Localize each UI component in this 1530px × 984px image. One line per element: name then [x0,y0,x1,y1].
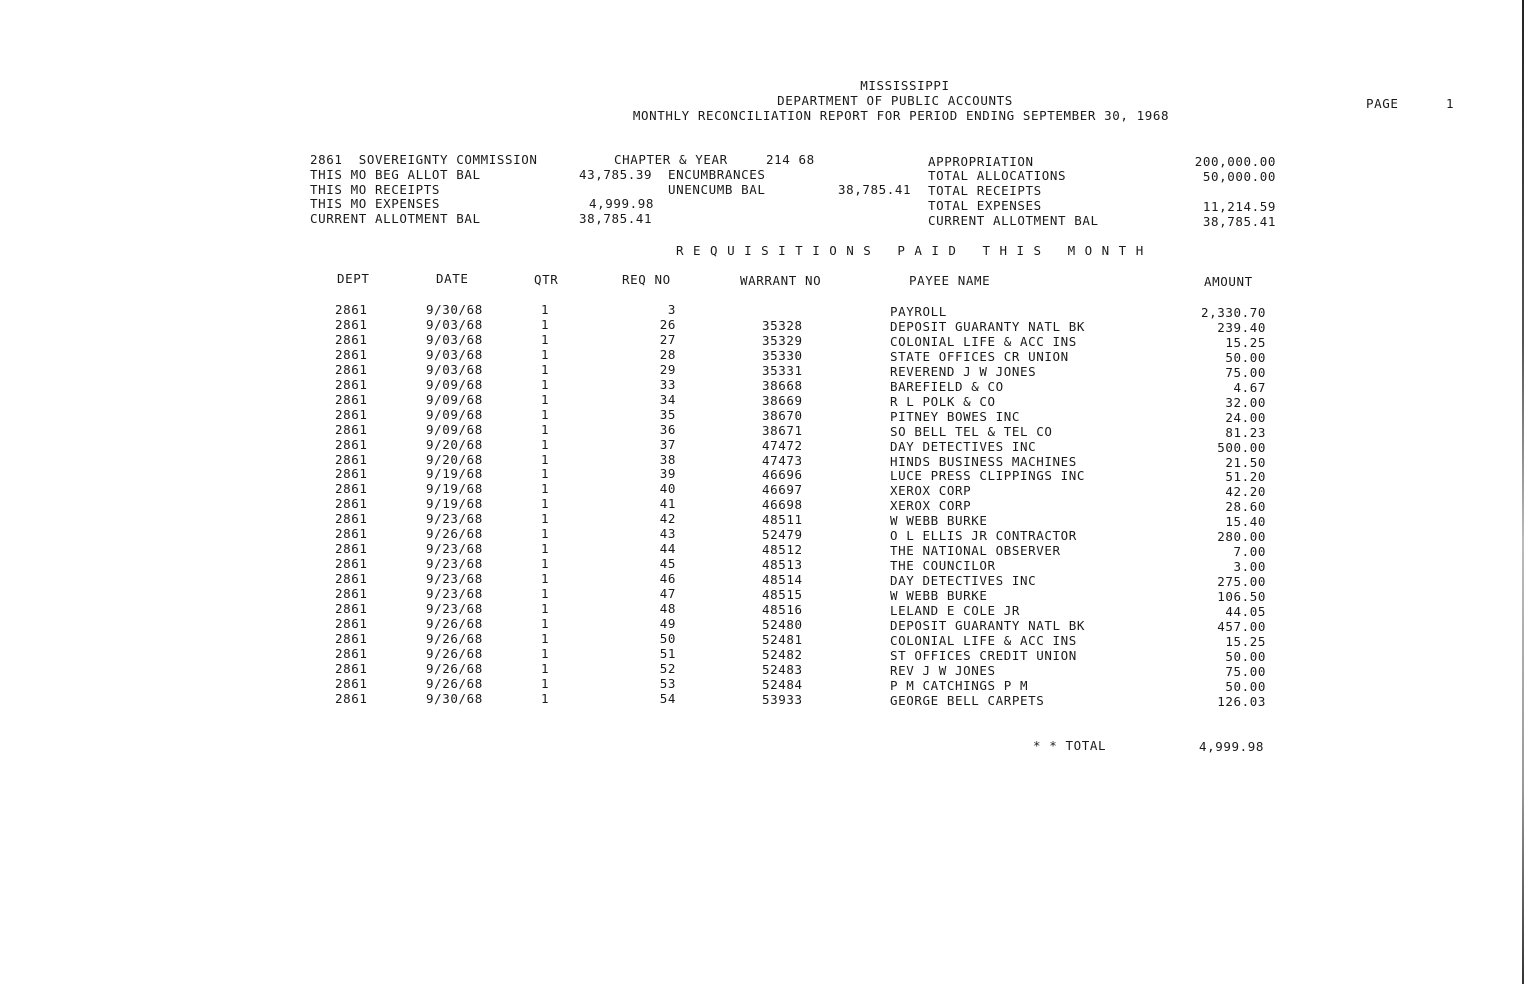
cell-payee: R L POLK & CO [890,393,996,409]
cell-amount: 7.00 [1233,544,1266,560]
cell-req-no: 54 [659,690,676,706]
table-row [0,660,1530,679]
total-value: 4,999.98 [1198,739,1264,754]
cell-amount: 275.00 [1217,574,1266,590]
total-expenses-value: 11,214.59 [1202,199,1276,214]
table-row [0,316,1530,335]
cell-payee: O L ELLIS JR CONTRACTOR [890,528,1077,544]
table-row [0,615,1530,634]
cell-req-no: 42 [659,511,676,527]
chapter-year-label: CHAPTER & YEAR [614,152,728,167]
cell-req-no: 51 [659,645,676,661]
cell-qtr: 1 [541,421,550,437]
cell-date: 9/23/68 [426,511,483,527]
cell-amount: 75.00 [1225,364,1266,380]
cell-date: 9/19/68 [426,496,483,512]
cell-warrant-no: 38668 [762,377,803,393]
cell-payee: BAREFIELD & CO [890,378,1004,394]
table-row [0,361,1530,380]
total-label: * * TOTAL [1033,738,1107,753]
table-row [0,481,1530,500]
cell-qtr: 1 [541,466,550,482]
cell-qtr: 1 [541,511,550,527]
cell-payee: W WEBB BURKE [890,513,988,529]
cell-qtr: 1 [541,376,550,392]
cell-date: 9/26/68 [426,526,483,542]
cell-date: 9/20/68 [426,451,483,467]
table-row [0,376,1530,395]
cell-qtr: 1 [541,630,550,646]
current-allot-value: 38,785.41 [579,211,653,226]
cell-dept: 2861 [335,302,368,317]
cell-warrant-no: 46698 [762,497,803,513]
cell-payee: LUCE PRESS CLIPPINGS INC [890,468,1086,484]
beg-allot-value: 43,785.39 [579,167,653,182]
right-current-allot-value: 38,785.41 [1202,214,1276,229]
cell-amount: 4.67 [1233,379,1266,395]
col-header-dept: DEPT [337,271,370,286]
cell-qtr: 1 [541,361,550,377]
cell-dept: 2861 [335,630,368,646]
cell-dept: 2861 [335,421,368,437]
receipts-label: THIS MO RECEIPTS [310,182,441,197]
cell-qtr: 1 [541,346,550,362]
cell-date: 9/03/68 [426,331,483,347]
cell-dept: 2861 [335,496,368,512]
table-row [0,511,1530,530]
col-header-qtr: QTR [534,272,559,287]
cell-dept: 2861 [335,451,368,467]
report-state: MISSISSIPPI [860,78,950,93]
cell-warrant-no: 52481 [762,631,803,647]
cell-warrant-no: 38670 [762,407,803,423]
cell-qtr: 1 [541,526,550,542]
cell-req-no: 46 [659,571,676,587]
cell-date: 9/09/68 [426,421,483,437]
total-allocations-value: 50,000.00 [1202,169,1276,184]
cell-amount: 15.25 [1225,633,1266,649]
cell-payee: P M CATCHINGS P M [890,677,1029,693]
cell-date: 9/30/68 [426,690,483,706]
cell-req-no: 48 [659,601,676,616]
cell-warrant-no: 47473 [762,452,803,468]
cell-req-no: 35 [659,406,676,422]
cell-amount: 51.20 [1225,469,1266,485]
cell-req-no: 41 [659,496,676,512]
expenses-label: THIS MO EXPENSES [310,196,441,211]
table-row [0,630,1530,649]
cell-req-no: 27 [659,331,676,347]
table-row [0,436,1530,455]
cell-req-no: 3 [667,302,676,317]
cell-dept: 2861 [335,556,368,572]
cell-req-no: 44 [659,541,676,557]
cell-date: 9/26/68 [426,630,483,646]
cell-req-no: 38 [659,451,676,467]
cell-payee: GEORGE BELL CARPETS [890,692,1045,708]
cell-warrant-no: 35328 [762,317,803,333]
appropriation-label: APPROPRIATION [928,154,1034,169]
report-department: DEPARTMENT OF PUBLIC ACCOUNTS [777,93,1013,108]
expenses-value: 4,999.98 [589,196,655,211]
cell-dept: 2861 [335,466,368,482]
cell-qtr: 1 [541,586,550,602]
cell-dept: 2861 [335,511,368,527]
cell-dept: 2861 [335,601,368,616]
table-row [0,496,1530,515]
cell-qtr: 1 [541,615,550,631]
cell-payee: DEPOSIT GUARANTY NATL BK [890,617,1086,633]
cell-qtr: 1 [541,496,550,512]
cell-req-no: 50 [659,630,676,646]
cell-dept: 2861 [335,391,368,407]
table-row [0,346,1530,365]
cell-amount: 50.00 [1225,648,1266,664]
cell-warrant-no: 46697 [762,482,803,498]
cell-date: 9/03/68 [426,346,483,362]
cell-req-no: 36 [659,421,676,437]
cell-payee: XEROX CORP [890,498,972,514]
cell-date: 9/26/68 [426,675,483,691]
table-row [0,601,1530,619]
encumbrances-label: ENCUMBRANCES [668,167,766,182]
cell-qtr: 1 [541,316,550,332]
cell-qtr: 1 [541,436,550,452]
section-title: REQUISITIONS PAID THIS MONTH [676,243,1153,258]
cell-dept: 2861 [335,361,368,377]
cell-payee: ST OFFICES CREDIT UNION [890,647,1077,663]
cell-date: 9/26/68 [426,615,483,631]
cell-amount: 21.50 [1225,454,1266,470]
cell-payee: W WEBB BURKE [890,588,988,604]
chapter-year-value: 214 68 [766,152,815,167]
unencumb-value: 38,785.41 [838,182,912,197]
cell-amount: 126.03 [1217,693,1266,709]
cell-date: 9/19/68 [426,481,483,497]
total-receipts-label: TOTAL RECEIPTS [928,183,1042,198]
cell-qtr: 1 [541,645,550,661]
cell-amount: 28.60 [1225,499,1266,515]
cell-warrant-no: 52484 [762,676,803,692]
cell-amount: 50.00 [1225,349,1266,365]
cell-payee: PAYROLL [890,304,947,319]
cell-qtr: 1 [541,406,550,422]
cell-dept: 2861 [335,436,368,452]
page-number: 1 [1446,96,1455,111]
cell-payee: THE COUNCILOR [890,558,996,574]
col-header-amount: AMOUNT [1204,274,1253,289]
total-allocations-label: TOTAL ALLOCATIONS [928,168,1067,183]
cell-warrant-no: 52483 [762,661,803,677]
cell-date: 9/03/68 [426,361,483,377]
cell-qtr: 1 [541,331,550,347]
cell-req-no: 49 [659,615,676,631]
cell-payee: REV J W JONES [890,662,996,678]
cell-amount: 280.00 [1217,529,1266,545]
cell-warrant-no: 52480 [762,616,803,632]
cell-req-no: 53 [659,675,676,691]
right-current-allot-label: CURRENT ALLOTMENT BAL [928,213,1099,228]
cell-amount: 500.00 [1217,439,1266,455]
agency-name: 2861 SOVEREIGNTY COMMISSION [310,152,538,167]
cell-date: 9/03/68 [426,316,483,332]
cell-date: 9/30/68 [426,302,483,317]
col-header-warrant-no: WARRANT NO [740,273,822,288]
cell-date: 9/23/68 [426,586,483,602]
page-label: PAGE [1366,96,1399,111]
table-row [0,541,1530,560]
cell-qtr: 1 [541,675,550,691]
cell-date: 9/23/68 [426,556,483,572]
cell-date: 9/26/68 [426,645,483,661]
cell-dept: 2861 [335,690,368,706]
cell-dept: 2861 [335,316,368,332]
cell-warrant-no: 48514 [762,572,803,588]
cell-payee: DEPOSIT GUARANTY NATL BK [890,318,1086,334]
cell-req-no: 39 [659,466,676,482]
table-row [0,556,1530,575]
cell-warrant-no: 48513 [762,557,803,573]
cell-date: 9/09/68 [426,391,483,407]
table-row [0,451,1530,470]
cell-amount: 106.50 [1217,589,1266,605]
cell-payee: HINDS BUSINESS MACHINES [890,453,1077,469]
total-expenses-label: TOTAL EXPENSES [928,198,1042,213]
table-row [0,690,1530,709]
cell-warrant-no: 52482 [762,646,803,662]
cell-amount: 81.23 [1225,424,1266,440]
cell-qtr: 1 [541,601,550,616]
cell-payee: COLONIAL LIFE & ACC INS [890,632,1077,648]
cell-dept: 2861 [335,331,368,347]
cell-amount: 75.00 [1225,663,1266,679]
cell-amount: 3.00 [1233,559,1266,575]
cell-dept: 2861 [335,586,368,602]
cell-payee: SO BELL TEL & TEL CO [890,423,1053,439]
cell-dept: 2861 [335,346,368,362]
cell-warrant-no: 48511 [762,512,803,528]
cell-warrant-no: 38671 [762,422,803,438]
cell-req-no: 43 [659,526,676,542]
cell-payee: PITNEY BOWES INC [890,408,1021,424]
appropriation-value: 200,000.00 [1194,154,1276,169]
cell-req-no: 52 [659,660,676,676]
cell-amount: 239.40 [1217,319,1266,335]
table-row [0,466,1530,485]
cell-warrant-no: 53933 [762,691,803,707]
cell-amount: 50.00 [1225,678,1266,694]
cell-req-no: 28 [659,346,676,362]
beg-allot-label: THIS MO BEG ALLOT BAL [310,167,481,182]
cell-warrant-no: 48515 [762,587,803,603]
cell-payee: THE NATIONAL OBSERVER [890,543,1061,559]
cell-date: 9/19/68 [426,466,483,482]
cell-date: 9/20/68 [426,436,483,452]
table-row [0,586,1530,605]
cell-warrant-no: 46696 [762,467,803,483]
cell-dept: 2861 [335,645,368,661]
cell-qtr: 1 [541,690,550,706]
cell-qtr: 1 [541,451,550,467]
cell-payee: XEROX CORP [890,483,972,499]
cell-qtr: 1 [541,541,550,557]
cell-req-no: 33 [659,376,676,392]
cell-amount: 15.25 [1225,334,1266,350]
cell-req-no: 26 [659,316,676,332]
cell-date: 9/09/68 [426,406,483,422]
col-header-req-no: REQ NO [622,272,671,287]
cell-date: 9/26/68 [426,660,483,676]
cell-warrant-no: 52479 [762,527,803,543]
cell-req-no: 37 [659,436,676,452]
cell-req-no: 40 [659,481,676,497]
cell-dept: 2861 [335,481,368,497]
report-title: MONTHLY RECONCILIATION REPORT FOR PERIOD ENDING SEPTEMBER 30, 1968 [632,108,1170,123]
current-allot-label: CURRENT ALLOTMENT BAL [310,211,481,226]
cell-req-no: 34 [659,391,676,407]
cell-amount: 32.00 [1225,394,1266,410]
cell-payee: STATE OFFICES CR UNION [890,348,1069,364]
cell-amount: 42.20 [1225,484,1266,500]
table-row [0,421,1530,440]
cell-payee: REVEREND J W JONES [890,363,1037,379]
cell-qtr: 1 [541,660,550,676]
cell-dept: 2861 [335,406,368,422]
table-row [0,391,1530,410]
unencumb-label: UNENCUMB BAL [668,182,766,197]
cell-warrant-no: 35329 [762,332,803,348]
table-row [0,645,1530,664]
col-header-payee-name: PAYEE NAME [909,273,991,288]
table-row [0,571,1530,590]
cell-date: 9/23/68 [426,601,483,616]
cell-warrant-no: 38669 [762,392,803,408]
col-header-date: DATE [436,271,469,286]
cell-payee: LELAND E COLE JR [890,603,1021,618]
table-row [0,331,1530,350]
cell-qtr: 1 [541,391,550,407]
cell-date: 9/23/68 [426,541,483,557]
cell-qtr: 1 [541,302,550,317]
cell-date: 9/23/68 [426,571,483,587]
cell-req-no: 29 [659,361,676,377]
cell-amount: 15.40 [1225,514,1266,530]
cell-amount: 44.05 [1225,604,1266,619]
cell-warrant-no: 48516 [762,602,803,617]
cell-dept: 2861 [335,660,368,676]
cell-qtr: 1 [541,556,550,572]
table-row [0,406,1530,425]
cell-warrant-no: 35331 [762,362,803,378]
cell-amount: 2,330.70 [1200,305,1266,320]
cell-amount: 24.00 [1225,409,1266,425]
cell-qtr: 1 [541,571,550,587]
cell-payee: COLONIAL LIFE & ACC INS [890,333,1077,349]
cell-req-no: 47 [659,586,676,602]
cell-warrant-no: 35330 [762,347,803,363]
cell-date: 9/09/68 [426,376,483,392]
cell-dept: 2861 [335,675,368,691]
cell-dept: 2861 [335,526,368,542]
table-row [0,302,1530,320]
cell-dept: 2861 [335,615,368,631]
cell-warrant-no: 47472 [762,437,803,453]
cell-payee: DAY DETECTIVES INC [890,573,1037,589]
cell-dept: 2861 [335,376,368,392]
cell-dept: 2861 [335,541,368,557]
cell-req-no: 45 [659,556,676,572]
cell-amount: 457.00 [1217,618,1266,634]
cell-qtr: 1 [541,481,550,497]
table-row [0,526,1530,545]
cell-warrant-no: 48512 [762,542,803,558]
table-row [0,675,1530,694]
cell-dept: 2861 [335,571,368,587]
cell-payee: DAY DETECTIVES INC [890,438,1037,454]
